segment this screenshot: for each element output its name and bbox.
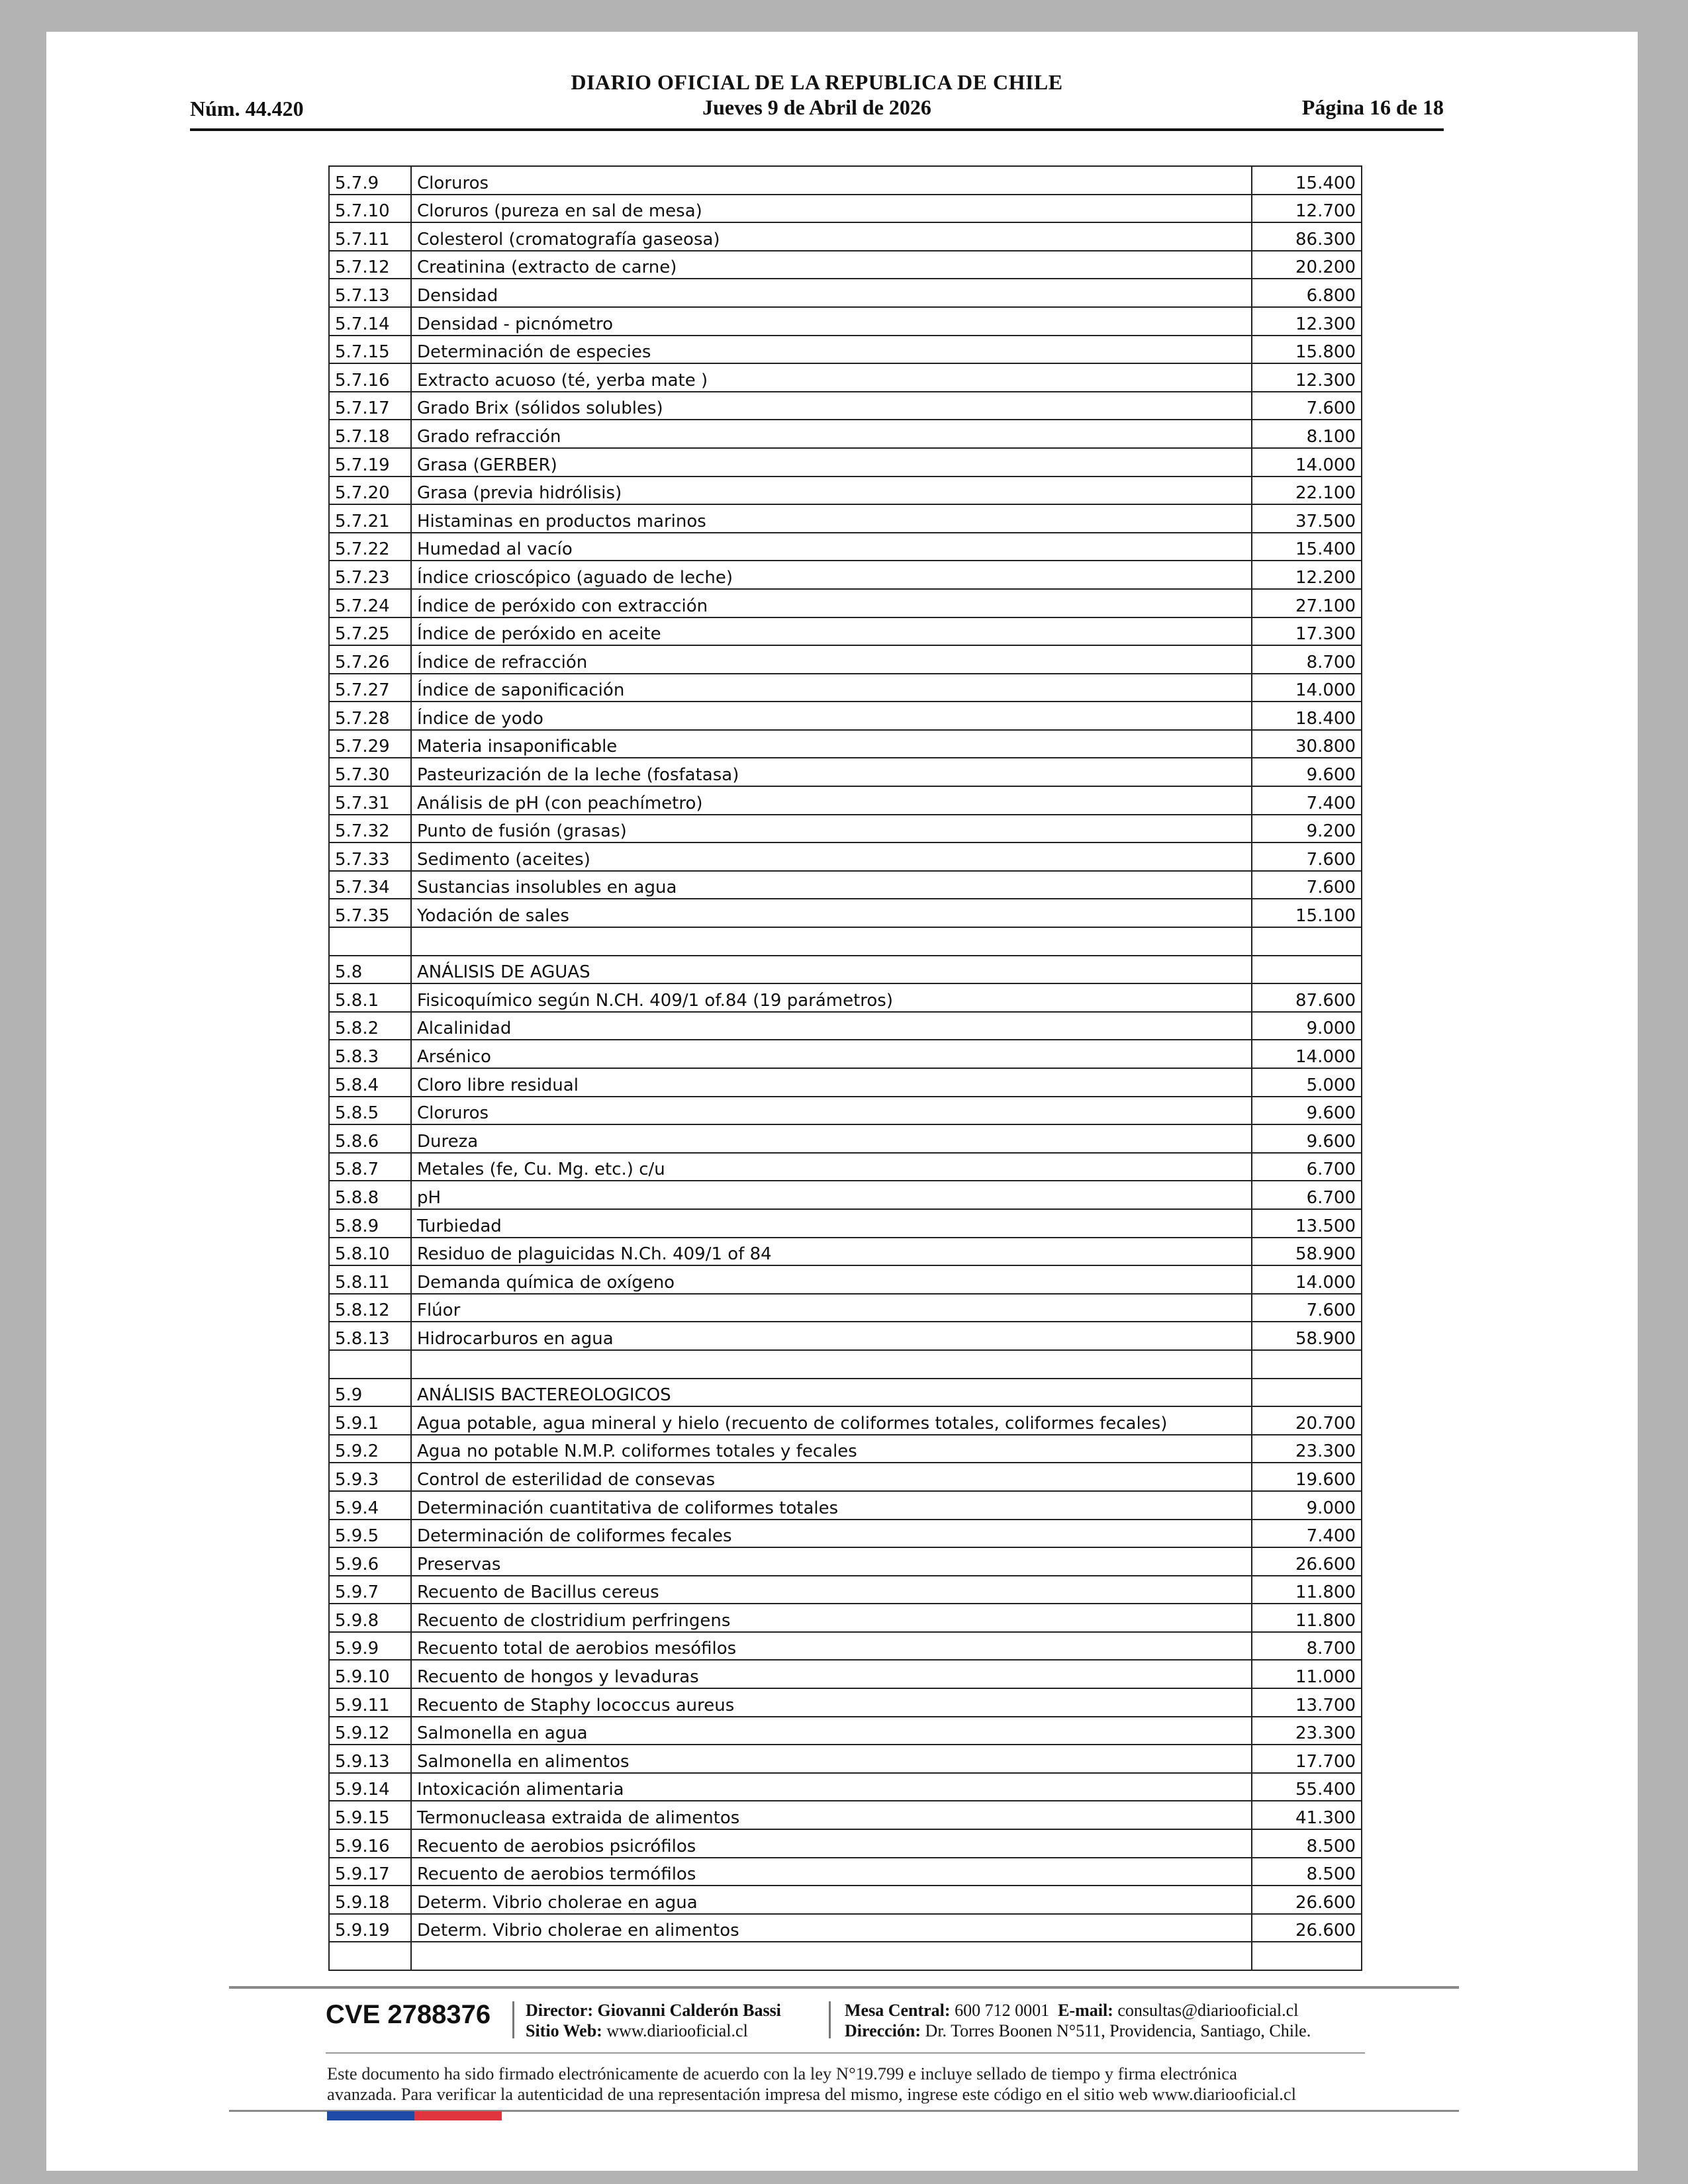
website-label: Sitio Web: [526, 2021, 602, 2040]
row-code: 5.8 [329, 956, 411, 984]
mesa-phone: 600 712 0001 [955, 2001, 1050, 2020]
row-description: Grasa (previa hidrólisis) [411, 477, 1252, 505]
row-code: 5.7.19 [329, 448, 411, 477]
row-value: 8.700 [1252, 1632, 1362, 1661]
row-description: Cloruros (pureza en sal de mesa) [411, 195, 1252, 223]
table-row [329, 899, 1362, 927]
row-description: Extracto acuoso (té, yerba mate ) [411, 363, 1252, 392]
row-description: Flúor [411, 1294, 1252, 1322]
row-description: Densidad [411, 279, 1252, 307]
row-code: 5.8.5 [329, 1097, 411, 1125]
table-row [329, 1124, 1362, 1153]
mesa-label: Mesa Central: [845, 2001, 951, 2020]
row-value: 7.400 [1252, 786, 1362, 815]
row-code: 5.7.28 [329, 702, 411, 730]
row-code: 5.7.25 [329, 617, 411, 646]
row-code: 5.8.7 [329, 1153, 411, 1181]
row-value: 7.600 [1252, 871, 1362, 899]
row-description: Recuento de clostridium perfringens [411, 1604, 1252, 1632]
issue-number: Núm. 44.420 [190, 97, 304, 120]
table-row [329, 730, 1362, 758]
tariff-table-body [329, 166, 1362, 1970]
table-row [329, 589, 1362, 617]
table-row [329, 1097, 1362, 1125]
row-value: 22.100 [1252, 477, 1362, 505]
row-code: 5.8.12 [329, 1294, 411, 1322]
table-row [329, 1012, 1362, 1040]
table-row [329, 702, 1362, 730]
row-description: Determinación cuantitativa de coliformes totales [411, 1491, 1252, 1520]
address-value: Dr. Torres Boonen N°511, Providencia, Santiago, Chile. [925, 2021, 1311, 2040]
director-name: Giovanni Calderón Bassi [597, 2001, 781, 2020]
table-row [329, 1068, 1362, 1097]
issue-date: Jueves 9 de Abril de 2026 [702, 95, 931, 119]
row-value: 58.900 [1252, 1238, 1362, 1266]
row-description [411, 1942, 1252, 1970]
table-row [329, 1773, 1362, 1801]
legal-notice [327, 2064, 1373, 2105]
flag-stripe-red [414, 2111, 502, 2120]
table-row [329, 1350, 1362, 1379]
row-description: Control de esterilidad de consevas [411, 1463, 1252, 1491]
row-code: 5.8.13 [329, 1322, 411, 1350]
table-row [329, 477, 1362, 505]
row-code: 5.7.15 [329, 336, 411, 364]
row-description: Fisicoquímico según N.CH. 409/1 of.84 (19 parámetros) [411, 983, 1252, 1012]
row-code: 5.8.2 [329, 1012, 411, 1040]
row-code: 5.9.15 [329, 1801, 411, 1829]
row-description: Residuo de plaguicidas N.Ch. 409/1 of 84 [411, 1238, 1252, 1266]
table-row [329, 1688, 1362, 1717]
table-row [329, 195, 1362, 223]
row-code: 5.9.1 [329, 1406, 411, 1435]
footer-director-block [526, 2000, 781, 2041]
row-code: 5.7.27 [329, 674, 411, 702]
row-value: 17.700 [1252, 1745, 1362, 1773]
table-row [329, 815, 1362, 843]
table-row [329, 927, 1362, 956]
row-description: Sedimento (aceites) [411, 842, 1252, 871]
row-description: Punto de fusión (grasas) [411, 815, 1252, 843]
row-value: 13.500 [1252, 1209, 1362, 1238]
row-description: Preservas [411, 1547, 1252, 1576]
row-value: 9.000 [1252, 1012, 1362, 1040]
row-code: 5.9 [329, 1379, 411, 1407]
row-value: 14.000 [1252, 674, 1362, 702]
table-row [329, 1153, 1362, 1181]
row-description: Índice de peróxido con extracción [411, 589, 1252, 617]
row-value: 18.400 [1252, 702, 1362, 730]
row-code: 5.8.6 [329, 1124, 411, 1153]
footer-separator [512, 2001, 514, 2038]
table-row [329, 1547, 1362, 1576]
row-value: 11.000 [1252, 1660, 1362, 1688]
row-value: 15.100 [1252, 899, 1362, 927]
table-row [329, 1576, 1362, 1604]
table-row [329, 392, 1362, 420]
row-code: 5.9.4 [329, 1491, 411, 1520]
row-code: 5.7.22 [329, 533, 411, 561]
row-value: 86.300 [1252, 222, 1362, 251]
row-code: 5.7.18 [329, 420, 411, 448]
table-row [329, 307, 1362, 336]
row-code: 5.7.32 [329, 815, 411, 843]
footer-divider [229, 1986, 1459, 1989]
row-value: 13.700 [1252, 1688, 1362, 1717]
row-value: 9.600 [1252, 1097, 1362, 1125]
row-description: Turbiedad [411, 1209, 1252, 1238]
row-description: Determ. Vibrio cholerae en agua [411, 1886, 1252, 1914]
row-value: 23.300 [1252, 1717, 1362, 1745]
row-code: 5.9.18 [329, 1886, 411, 1914]
row-code: 5.7.9 [329, 166, 411, 195]
row-value: 87.600 [1252, 983, 1362, 1012]
table-row [329, 871, 1362, 899]
row-description: Termonucleasa extraida de alimentos [411, 1801, 1252, 1829]
table-row [329, 758, 1362, 786]
row-value [1252, 1942, 1362, 1970]
row-value: 8.500 [1252, 1858, 1362, 1886]
row-code: 5.7.29 [329, 730, 411, 758]
row-code: 5.7.34 [329, 871, 411, 899]
table-row [329, 222, 1362, 251]
row-code: 5.7.33 [329, 842, 411, 871]
row-code: 5.7.14 [329, 307, 411, 336]
row-value: 14.000 [1252, 448, 1362, 477]
table-row [329, 448, 1362, 477]
row-value: 37.500 [1252, 504, 1362, 533]
table-row [329, 1463, 1362, 1491]
row-value: 7.600 [1252, 842, 1362, 871]
row-code: 5.8.9 [329, 1209, 411, 1238]
row-value: 12.200 [1252, 561, 1362, 589]
row-value: 41.300 [1252, 1801, 1362, 1829]
row-code: 5.9.19 [329, 1914, 411, 1942]
row-code [329, 927, 411, 956]
row-description: Recuento de Staphy lococcus aureus [411, 1688, 1252, 1717]
row-description: Recuento de aerobios psicrófilos [411, 1829, 1252, 1858]
cve-code: CVE 2788376 [326, 2000, 491, 2029]
table-row [329, 1801, 1362, 1829]
row-description [411, 927, 1252, 956]
table-row [329, 1829, 1362, 1858]
row-description: Recuento de Bacillus cereus [411, 1576, 1252, 1604]
row-description: Pasteurización de la leche (fosfatasa) [411, 758, 1252, 786]
row-code: 5.9.2 [329, 1435, 411, 1463]
row-value: 9.000 [1252, 1491, 1362, 1520]
row-value: 6.700 [1252, 1153, 1362, 1181]
table-row [329, 786, 1362, 815]
table-row [329, 1040, 1362, 1068]
row-value: 20.700 [1252, 1406, 1362, 1435]
row-code: 5.7.23 [329, 561, 411, 589]
row-value: 11.800 [1252, 1576, 1362, 1604]
table-row [329, 1294, 1362, 1322]
row-value: 15.400 [1252, 166, 1362, 195]
row-description: Cloruros [411, 166, 1252, 195]
row-value: 8.100 [1252, 420, 1362, 448]
row-code: 5.8.1 [329, 983, 411, 1012]
row-description: Grado Brix (sólidos solubles) [411, 392, 1252, 420]
footer-divider [326, 2052, 1365, 2054]
row-code: 5.9.5 [329, 1520, 411, 1548]
row-value: 20.200 [1252, 251, 1362, 279]
row-description: Determ. Vibrio cholerae en alimentos [411, 1914, 1252, 1942]
row-code [329, 1942, 411, 1970]
row-description: Materia insaponificable [411, 730, 1252, 758]
row-value: 30.800 [1252, 730, 1362, 758]
row-description: Sustancias insolubles en agua [411, 871, 1252, 899]
table-row [329, 1406, 1362, 1435]
row-description: Agua no potable N.M.P. coliformes totales y fecales [411, 1435, 1252, 1463]
row-code: 5.7.20 [329, 477, 411, 505]
row-code: 5.7.35 [329, 899, 411, 927]
table-row [329, 251, 1362, 279]
table-row [329, 336, 1362, 364]
row-value: 14.000 [1252, 1040, 1362, 1068]
director-label: Director: [526, 2001, 594, 2020]
table-row [329, 1717, 1362, 1745]
row-value: 58.900 [1252, 1322, 1362, 1350]
row-value: 12.300 [1252, 307, 1362, 336]
table-row [329, 363, 1362, 392]
row-description: Recuento total de aerobios mesófilos [411, 1632, 1252, 1661]
row-description [411, 1350, 1252, 1379]
row-value: 17.300 [1252, 617, 1362, 646]
table-row [329, 1632, 1362, 1661]
row-description: Determinación de coliformes fecales [411, 1520, 1252, 1548]
table-row [329, 1181, 1362, 1209]
row-value: 26.600 [1252, 1886, 1362, 1914]
row-description: Dureza [411, 1124, 1252, 1153]
row-description: Cloro libre residual [411, 1068, 1252, 1097]
row-value: 9.600 [1252, 758, 1362, 786]
row-value: 7.400 [1252, 1520, 1362, 1548]
row-code: 5.8.11 [329, 1265, 411, 1294]
table-row [329, 1942, 1362, 1970]
row-code: 5.7.21 [329, 504, 411, 533]
row-code: 5.9.10 [329, 1660, 411, 1688]
row-value: 9.600 [1252, 1124, 1362, 1153]
row-value: 8.700 [1252, 645, 1362, 674]
email-label: E-mail: [1058, 2001, 1113, 2020]
row-code: 5.9.7 [329, 1576, 411, 1604]
row-description: Humedad al vacío [411, 533, 1252, 561]
row-value: 12.700 [1252, 195, 1362, 223]
row-description: Arsénico [411, 1040, 1252, 1068]
table-row [329, 1660, 1362, 1688]
row-value [1252, 1379, 1362, 1407]
row-value: 7.600 [1252, 392, 1362, 420]
row-value [1252, 927, 1362, 956]
row-code: 5.9.11 [329, 1688, 411, 1717]
flag-stripe-blue [327, 2111, 414, 2120]
row-description: Demanda química de oxígeno [411, 1265, 1252, 1294]
table-row [329, 1435, 1362, 1463]
row-code: 5.7.13 [329, 279, 411, 307]
table-row [329, 956, 1362, 984]
row-code: 5.7.16 [329, 363, 411, 392]
table-row [329, 1209, 1362, 1238]
page-header [190, 38, 1444, 131]
row-description: ANÁLISIS BACTEREOLOGICOS [411, 1379, 1252, 1407]
table-row [329, 1238, 1362, 1266]
row-code: 5.9.13 [329, 1745, 411, 1773]
row-description: pH [411, 1181, 1252, 1209]
row-description: Grasa (GERBER) [411, 448, 1252, 477]
row-code: 5.7.10 [329, 195, 411, 223]
tariff-table [328, 165, 1362, 1971]
table-row [329, 420, 1362, 448]
newspaper-title: DIARIO OFICIAL DE LA REPUBLICA DE CHILE [571, 70, 1063, 94]
row-code: 5.9.3 [329, 1463, 411, 1491]
row-description: Agua potable, agua mineral y hielo (recuento de coliformes totales, coliformes fecales) [411, 1406, 1252, 1435]
row-value: 5.000 [1252, 1068, 1362, 1097]
row-code: 5.7.30 [329, 758, 411, 786]
page-number: Página 16 de 18 [1301, 95, 1444, 119]
row-code: 5.7.17 [329, 392, 411, 420]
footer-contact-block [845, 2000, 1311, 2041]
row-description: Índice de saponificación [411, 674, 1252, 702]
table-row [329, 1914, 1362, 1942]
table-row [329, 1491, 1362, 1520]
row-code: 5.9.17 [329, 1858, 411, 1886]
row-code: 5.9.14 [329, 1773, 411, 1801]
row-code: 5.9.6 [329, 1547, 411, 1576]
row-value: 6.700 [1252, 1181, 1362, 1209]
row-code: 5.7.11 [329, 222, 411, 251]
row-code: 5.9.9 [329, 1632, 411, 1661]
row-code: 5.7.12 [329, 251, 411, 279]
row-description: Índice crioscópico (aguado de leche) [411, 561, 1252, 589]
row-value: 19.600 [1252, 1463, 1362, 1491]
row-code: 5.9.8 [329, 1604, 411, 1632]
email-link[interactable]: consultas@diariooficial.cl [1117, 2001, 1299, 2020]
row-value: 26.600 [1252, 1914, 1362, 1942]
row-description: Metales (fe, Cu. Mg. etc.) c/u [411, 1153, 1252, 1181]
row-description: Salmonella en agua [411, 1717, 1252, 1745]
table-row [329, 1886, 1362, 1914]
row-code: 5.8.4 [329, 1068, 411, 1097]
row-code: 5.8.3 [329, 1040, 411, 1068]
website-link[interactable]: www.diariooficial.cl [606, 2021, 748, 2040]
table-row [329, 1604, 1362, 1632]
row-description: Histaminas en productos marinos [411, 504, 1252, 533]
row-value: 27.100 [1252, 589, 1362, 617]
row-code: 5.8.8 [329, 1181, 411, 1209]
table-row [329, 1745, 1362, 1773]
table-row [329, 842, 1362, 871]
footer-separator [829, 2001, 831, 2038]
row-code: 5.7.24 [329, 589, 411, 617]
table-row [329, 1858, 1362, 1886]
table-row [329, 1379, 1362, 1407]
row-code: 5.7.26 [329, 645, 411, 674]
table-row [329, 504, 1362, 533]
legal-line: Este documento ha sido firmado electrónicamente de acuerdo con la ley N°19.799 e incluye sellado de tiempo y firma electrónica [327, 2064, 1237, 2083]
legal-line: avanzada. Para verificar la autenticidad de una representación impresa del mismo, ingrese este código en el sitio web www.diariooficial.cl [327, 2084, 1297, 2104]
row-description: Colesterol (cromatografía gaseosa) [411, 222, 1252, 251]
table-row [329, 645, 1362, 674]
row-value: 23.300 [1252, 1435, 1362, 1463]
row-description: Hidrocarburos en agua [411, 1322, 1252, 1350]
row-description: Análisis de pH (con peachímetro) [411, 786, 1252, 815]
address-label: Dirección: [845, 2021, 921, 2040]
row-description: Determinación de especies [411, 336, 1252, 364]
row-description: Grado refracción [411, 420, 1252, 448]
row-code [329, 1350, 411, 1379]
row-code: 5.7.31 [329, 786, 411, 815]
row-description: Recuento de aerobios termófilos [411, 1858, 1252, 1886]
table-row [329, 1520, 1362, 1548]
table-row [329, 561, 1362, 589]
row-description: ANÁLISIS DE AGUAS [411, 956, 1252, 984]
row-description: Salmonella en alimentos [411, 1745, 1252, 1773]
table-row [329, 1322, 1362, 1350]
row-description: Índice de yodo [411, 702, 1252, 730]
row-description: Índice de refracción [411, 645, 1252, 674]
row-description: Índice de peróxido en aceite [411, 617, 1252, 646]
row-description: Intoxicación alimentaria [411, 1773, 1252, 1801]
row-value: 12.300 [1252, 363, 1362, 392]
row-code: 5.9.12 [329, 1717, 411, 1745]
row-description: Yodación de sales [411, 899, 1252, 927]
table-row [329, 983, 1362, 1012]
table-row [329, 1265, 1362, 1294]
row-code: 5.8.10 [329, 1238, 411, 1266]
row-value: 6.800 [1252, 279, 1362, 307]
row-description: Recuento de hongos y levaduras [411, 1660, 1252, 1688]
row-value: 8.500 [1252, 1829, 1362, 1858]
table-row [329, 617, 1362, 646]
table-row [329, 533, 1362, 561]
row-value [1252, 1350, 1362, 1379]
row-value: 15.800 [1252, 336, 1362, 364]
row-description: Creatinina (extracto de carne) [411, 251, 1252, 279]
table-row [329, 166, 1362, 195]
row-value: 15.400 [1252, 533, 1362, 561]
row-value [1252, 956, 1362, 984]
row-code: 5.9.16 [329, 1829, 411, 1858]
row-value: 26.600 [1252, 1547, 1362, 1576]
row-description: Densidad - picnómetro [411, 307, 1252, 336]
table-row [329, 674, 1362, 702]
row-value: 14.000 [1252, 1265, 1362, 1294]
row-description: Alcalinidad [411, 1012, 1252, 1040]
row-value: 55.400 [1252, 1773, 1362, 1801]
row-description: Cloruros [411, 1097, 1252, 1125]
table-row [329, 279, 1362, 307]
row-value: 9.200 [1252, 815, 1362, 843]
row-value: 7.600 [1252, 1294, 1362, 1322]
row-value: 11.800 [1252, 1604, 1362, 1632]
